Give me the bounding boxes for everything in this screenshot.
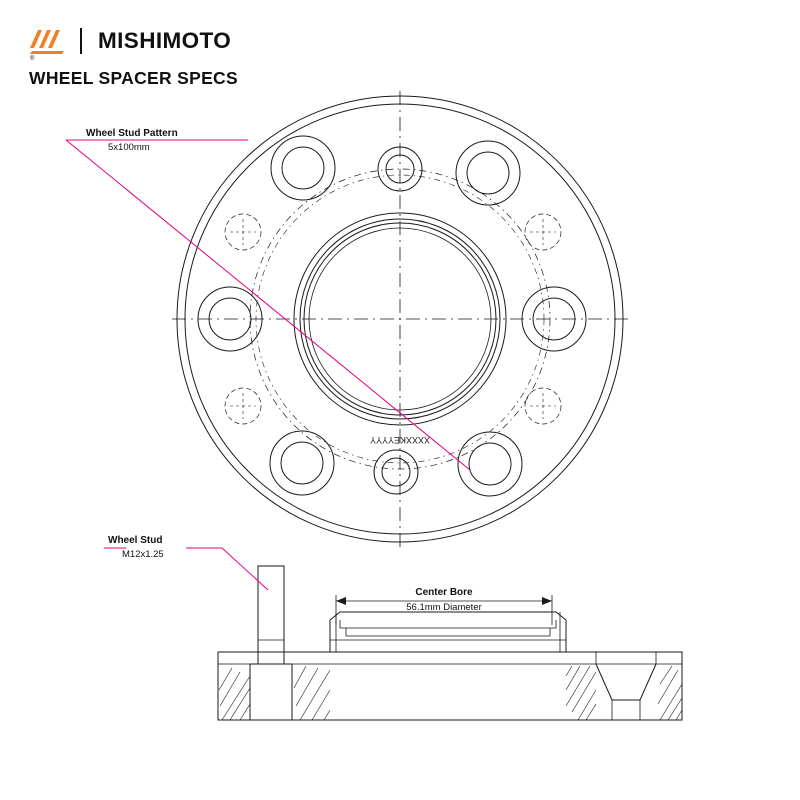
hub-step-line-2: [346, 628, 550, 636]
dimension-title: Center Bore: [415, 587, 473, 598]
lug-seat-taper: [596, 664, 656, 700]
callout-value: 5x100mm: [108, 142, 150, 153]
leader-lines: [66, 140, 470, 590]
registered-mark: ®: [30, 56, 35, 62]
brand-name: MISHIMOTO: [98, 27, 232, 53]
stud-hole: [522, 287, 586, 351]
section-hatch-center: [294, 666, 330, 720]
stud-hole: [456, 141, 520, 205]
stud-hole: [374, 450, 418, 494]
callout-value: M12x1.25: [122, 549, 164, 560]
section-hatch-right: [566, 666, 682, 720]
wheel-stud-shaft: [258, 566, 284, 664]
hub-raised-section: [330, 612, 566, 652]
wheel-stud-base: [250, 664, 292, 720]
page-title: WHEEL SPACER SPECS: [29, 68, 238, 88]
wheel-stud-leader: [186, 548, 268, 590]
hub-step-line: [340, 620, 556, 628]
stud-hole: [270, 431, 334, 495]
callout-title: Wheel Stud: [108, 535, 163, 546]
section-hatch-left: [219, 668, 250, 720]
centerlines: [172, 91, 628, 547]
callout-wheel-stud: [108, 533, 164, 562]
stud-hole: [458, 432, 522, 496]
stud-hole: [271, 136, 335, 200]
callout-wheel-stud-pattern: [86, 126, 178, 155]
front-view-group: [172, 91, 628, 547]
dimension-value: 56.1mm Diameter: [406, 602, 482, 613]
stud-pattern-leader: [66, 140, 470, 470]
spacer-body-outline: [218, 652, 682, 720]
callout-title: Wheel Stud Pattern: [86, 128, 178, 139]
dimension-center-bore: [336, 587, 552, 613]
face-engraving-text: XXXXKEYYYY: [369, 435, 431, 445]
spacer-body-top-step: [218, 652, 682, 664]
